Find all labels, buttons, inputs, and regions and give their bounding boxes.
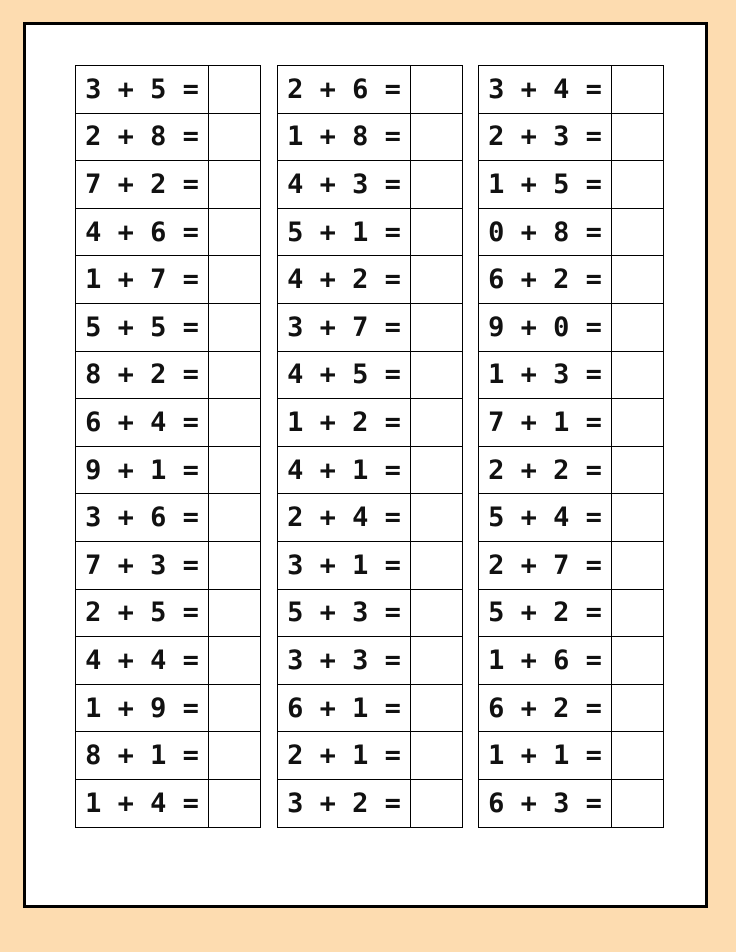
- answer-box[interactable]: [411, 779, 463, 827]
- answer-box[interactable]: [209, 113, 261, 161]
- answer-box[interactable]: [612, 541, 664, 589]
- problem-text: 4 + 2 =: [278, 256, 411, 304]
- problem-text: 2 + 5 =: [76, 589, 209, 637]
- problem-row: [278, 494, 463, 542]
- answer-box[interactable]: [411, 684, 463, 732]
- problem-text: 3 + 1 =: [278, 541, 411, 589]
- problem-row: [76, 779, 261, 827]
- answer-box[interactable]: [411, 113, 463, 161]
- problem-row: [479, 399, 664, 447]
- answer-box[interactable]: [612, 637, 664, 685]
- problem-text: 5 + 3 =: [278, 589, 411, 637]
- problem-row: [76, 494, 261, 542]
- problem-row: [278, 779, 463, 827]
- problem-row: [278, 541, 463, 589]
- answer-box[interactable]: [411, 637, 463, 685]
- problem-text: 2 + 6 =: [278, 66, 411, 114]
- problem-text: 6 + 1 =: [278, 684, 411, 732]
- answer-box[interactable]: [209, 637, 261, 685]
- problem-text: 1 + 8 =: [278, 113, 411, 161]
- problem-row: [76, 684, 261, 732]
- answer-box[interactable]: [612, 303, 664, 351]
- problem-row: [76, 208, 261, 256]
- problem-row: [479, 541, 664, 589]
- problem-text: 6 + 2 =: [479, 684, 612, 732]
- problem-row: [479, 303, 664, 351]
- problem-row: [76, 256, 261, 304]
- problem-text: 3 + 6 =: [76, 494, 209, 542]
- answer-box[interactable]: [612, 208, 664, 256]
- problem-text: 9 + 0 =: [479, 303, 612, 351]
- answer-box[interactable]: [411, 303, 463, 351]
- answer-box[interactable]: [209, 779, 261, 827]
- problem-text: 3 + 4 =: [479, 66, 612, 114]
- problem-row: [76, 351, 261, 399]
- problem-row: [76, 161, 261, 209]
- answer-box[interactable]: [612, 589, 664, 637]
- problem-text: 2 + 8 =: [76, 113, 209, 161]
- problem-text: 3 + 5 =: [76, 66, 209, 114]
- problem-row: [76, 589, 261, 637]
- problem-row: [278, 66, 463, 114]
- answer-box[interactable]: [411, 494, 463, 542]
- answer-box[interactable]: [209, 256, 261, 304]
- answer-box[interactable]: [209, 399, 261, 447]
- answer-box[interactable]: [209, 541, 261, 589]
- problem-row: [479, 208, 664, 256]
- problem-row: [278, 732, 463, 780]
- problem-text: 1 + 4 =: [76, 779, 209, 827]
- problem-text: 8 + 2 =: [76, 351, 209, 399]
- problem-text: 1 + 1 =: [479, 732, 612, 780]
- problem-row: [278, 256, 463, 304]
- problem-row: [76, 637, 261, 685]
- answer-box[interactable]: [612, 161, 664, 209]
- problem-text: 8 + 1 =: [76, 732, 209, 780]
- problem-row: [479, 256, 664, 304]
- problem-row: [76, 732, 261, 780]
- problem-row: [278, 303, 463, 351]
- answer-box[interactable]: [612, 399, 664, 447]
- problem-row: [278, 637, 463, 685]
- answer-box[interactable]: [612, 779, 664, 827]
- problem-row: [76, 303, 261, 351]
- problem-text: 6 + 2 =: [479, 256, 612, 304]
- answer-box[interactable]: [612, 494, 664, 542]
- problem-row: [278, 684, 463, 732]
- problem-row: [76, 113, 261, 161]
- problem-row: [76, 541, 261, 589]
- problem-column-1: [75, 65, 261, 828]
- answer-box[interactable]: [209, 684, 261, 732]
- answer-box[interactable]: [209, 732, 261, 780]
- answer-box[interactable]: [411, 399, 463, 447]
- problem-row: [479, 494, 664, 542]
- problem-row: [278, 399, 463, 447]
- problem-text: 4 + 4 =: [76, 637, 209, 685]
- answer-box[interactable]: [209, 351, 261, 399]
- problem-column-2: [277, 65, 463, 828]
- problem-text: 2 + 7 =: [479, 541, 612, 589]
- problem-text: 5 + 5 =: [76, 303, 209, 351]
- problem-row: [479, 161, 664, 209]
- problem-text: 3 + 2 =: [278, 779, 411, 827]
- problem-row: [479, 732, 664, 780]
- answer-box[interactable]: [411, 732, 463, 780]
- problem-text: 1 + 9 =: [76, 684, 209, 732]
- problem-text: 4 + 6 =: [76, 208, 209, 256]
- answer-box[interactable]: [411, 351, 463, 399]
- problem-row: [278, 113, 463, 161]
- answer-box[interactable]: [411, 208, 463, 256]
- answer-box[interactable]: [612, 732, 664, 780]
- worksheet-sheet: [23, 22, 708, 908]
- problem-text: 1 + 7 =: [76, 256, 209, 304]
- answer-box[interactable]: [612, 66, 664, 114]
- answer-box[interactable]: [209, 494, 261, 542]
- problem-text: 6 + 3 =: [479, 779, 612, 827]
- problem-row: [479, 351, 664, 399]
- problem-text: 5 + 2 =: [479, 589, 612, 637]
- answer-box[interactable]: [411, 161, 463, 209]
- problem-text: 1 + 2 =: [278, 399, 411, 447]
- problem-text: 7 + 2 =: [76, 161, 209, 209]
- problem-text: 7 + 3 =: [76, 541, 209, 589]
- problem-text: 4 + 1 =: [278, 446, 411, 494]
- problem-text: 5 + 4 =: [479, 494, 612, 542]
- problem-text: 6 + 4 =: [76, 399, 209, 447]
- problem-row: [76, 399, 261, 447]
- problem-row: [479, 66, 664, 114]
- answer-box[interactable]: [411, 256, 463, 304]
- problem-row: [479, 113, 664, 161]
- problem-text: 2 + 3 =: [479, 113, 612, 161]
- answer-box[interactable]: [411, 589, 463, 637]
- answer-box[interactable]: [612, 684, 664, 732]
- problem-row: [479, 684, 664, 732]
- answer-box[interactable]: [612, 256, 664, 304]
- answer-box[interactable]: [411, 446, 463, 494]
- problem-text: 2 + 4 =: [278, 494, 411, 542]
- answer-box[interactable]: [612, 351, 664, 399]
- problem-text: 2 + 1 =: [278, 732, 411, 780]
- answer-box[interactable]: [209, 446, 261, 494]
- answer-box[interactable]: [209, 303, 261, 351]
- problem-text: 9 + 1 =: [76, 446, 209, 494]
- answer-box[interactable]: [612, 446, 664, 494]
- problem-text: 3 + 7 =: [278, 303, 411, 351]
- problem-text: 0 + 8 =: [479, 208, 612, 256]
- problem-column-3: [478, 65, 664, 828]
- problem-row: [278, 161, 463, 209]
- problem-row: [278, 446, 463, 494]
- answer-box[interactable]: [209, 66, 261, 114]
- problem-text: 4 + 5 =: [278, 351, 411, 399]
- answer-box[interactable]: [209, 208, 261, 256]
- answer-box[interactable]: [209, 589, 261, 637]
- problem-row: [76, 66, 261, 114]
- problem-row: [479, 589, 664, 637]
- problem-text: 5 + 1 =: [278, 208, 411, 256]
- answer-box[interactable]: [209, 161, 261, 209]
- problem-text: 4 + 3 =: [278, 161, 411, 209]
- problem-row: [479, 637, 664, 685]
- problem-row: [278, 351, 463, 399]
- problem-text: 1 + 5 =: [479, 161, 612, 209]
- problem-row: [76, 446, 261, 494]
- problem-text: 7 + 1 =: [479, 399, 612, 447]
- answer-box[interactable]: [612, 113, 664, 161]
- problem-text: 1 + 6 =: [479, 637, 612, 685]
- problem-row: [479, 446, 664, 494]
- problem-text: 3 + 3 =: [278, 637, 411, 685]
- problem-row: [479, 779, 664, 827]
- answer-box[interactable]: [411, 541, 463, 589]
- problem-row: [278, 589, 463, 637]
- answer-box[interactable]: [411, 66, 463, 114]
- problem-text: 2 + 2 =: [479, 446, 612, 494]
- problem-text: 1 + 3 =: [479, 351, 612, 399]
- problem-row: [278, 208, 463, 256]
